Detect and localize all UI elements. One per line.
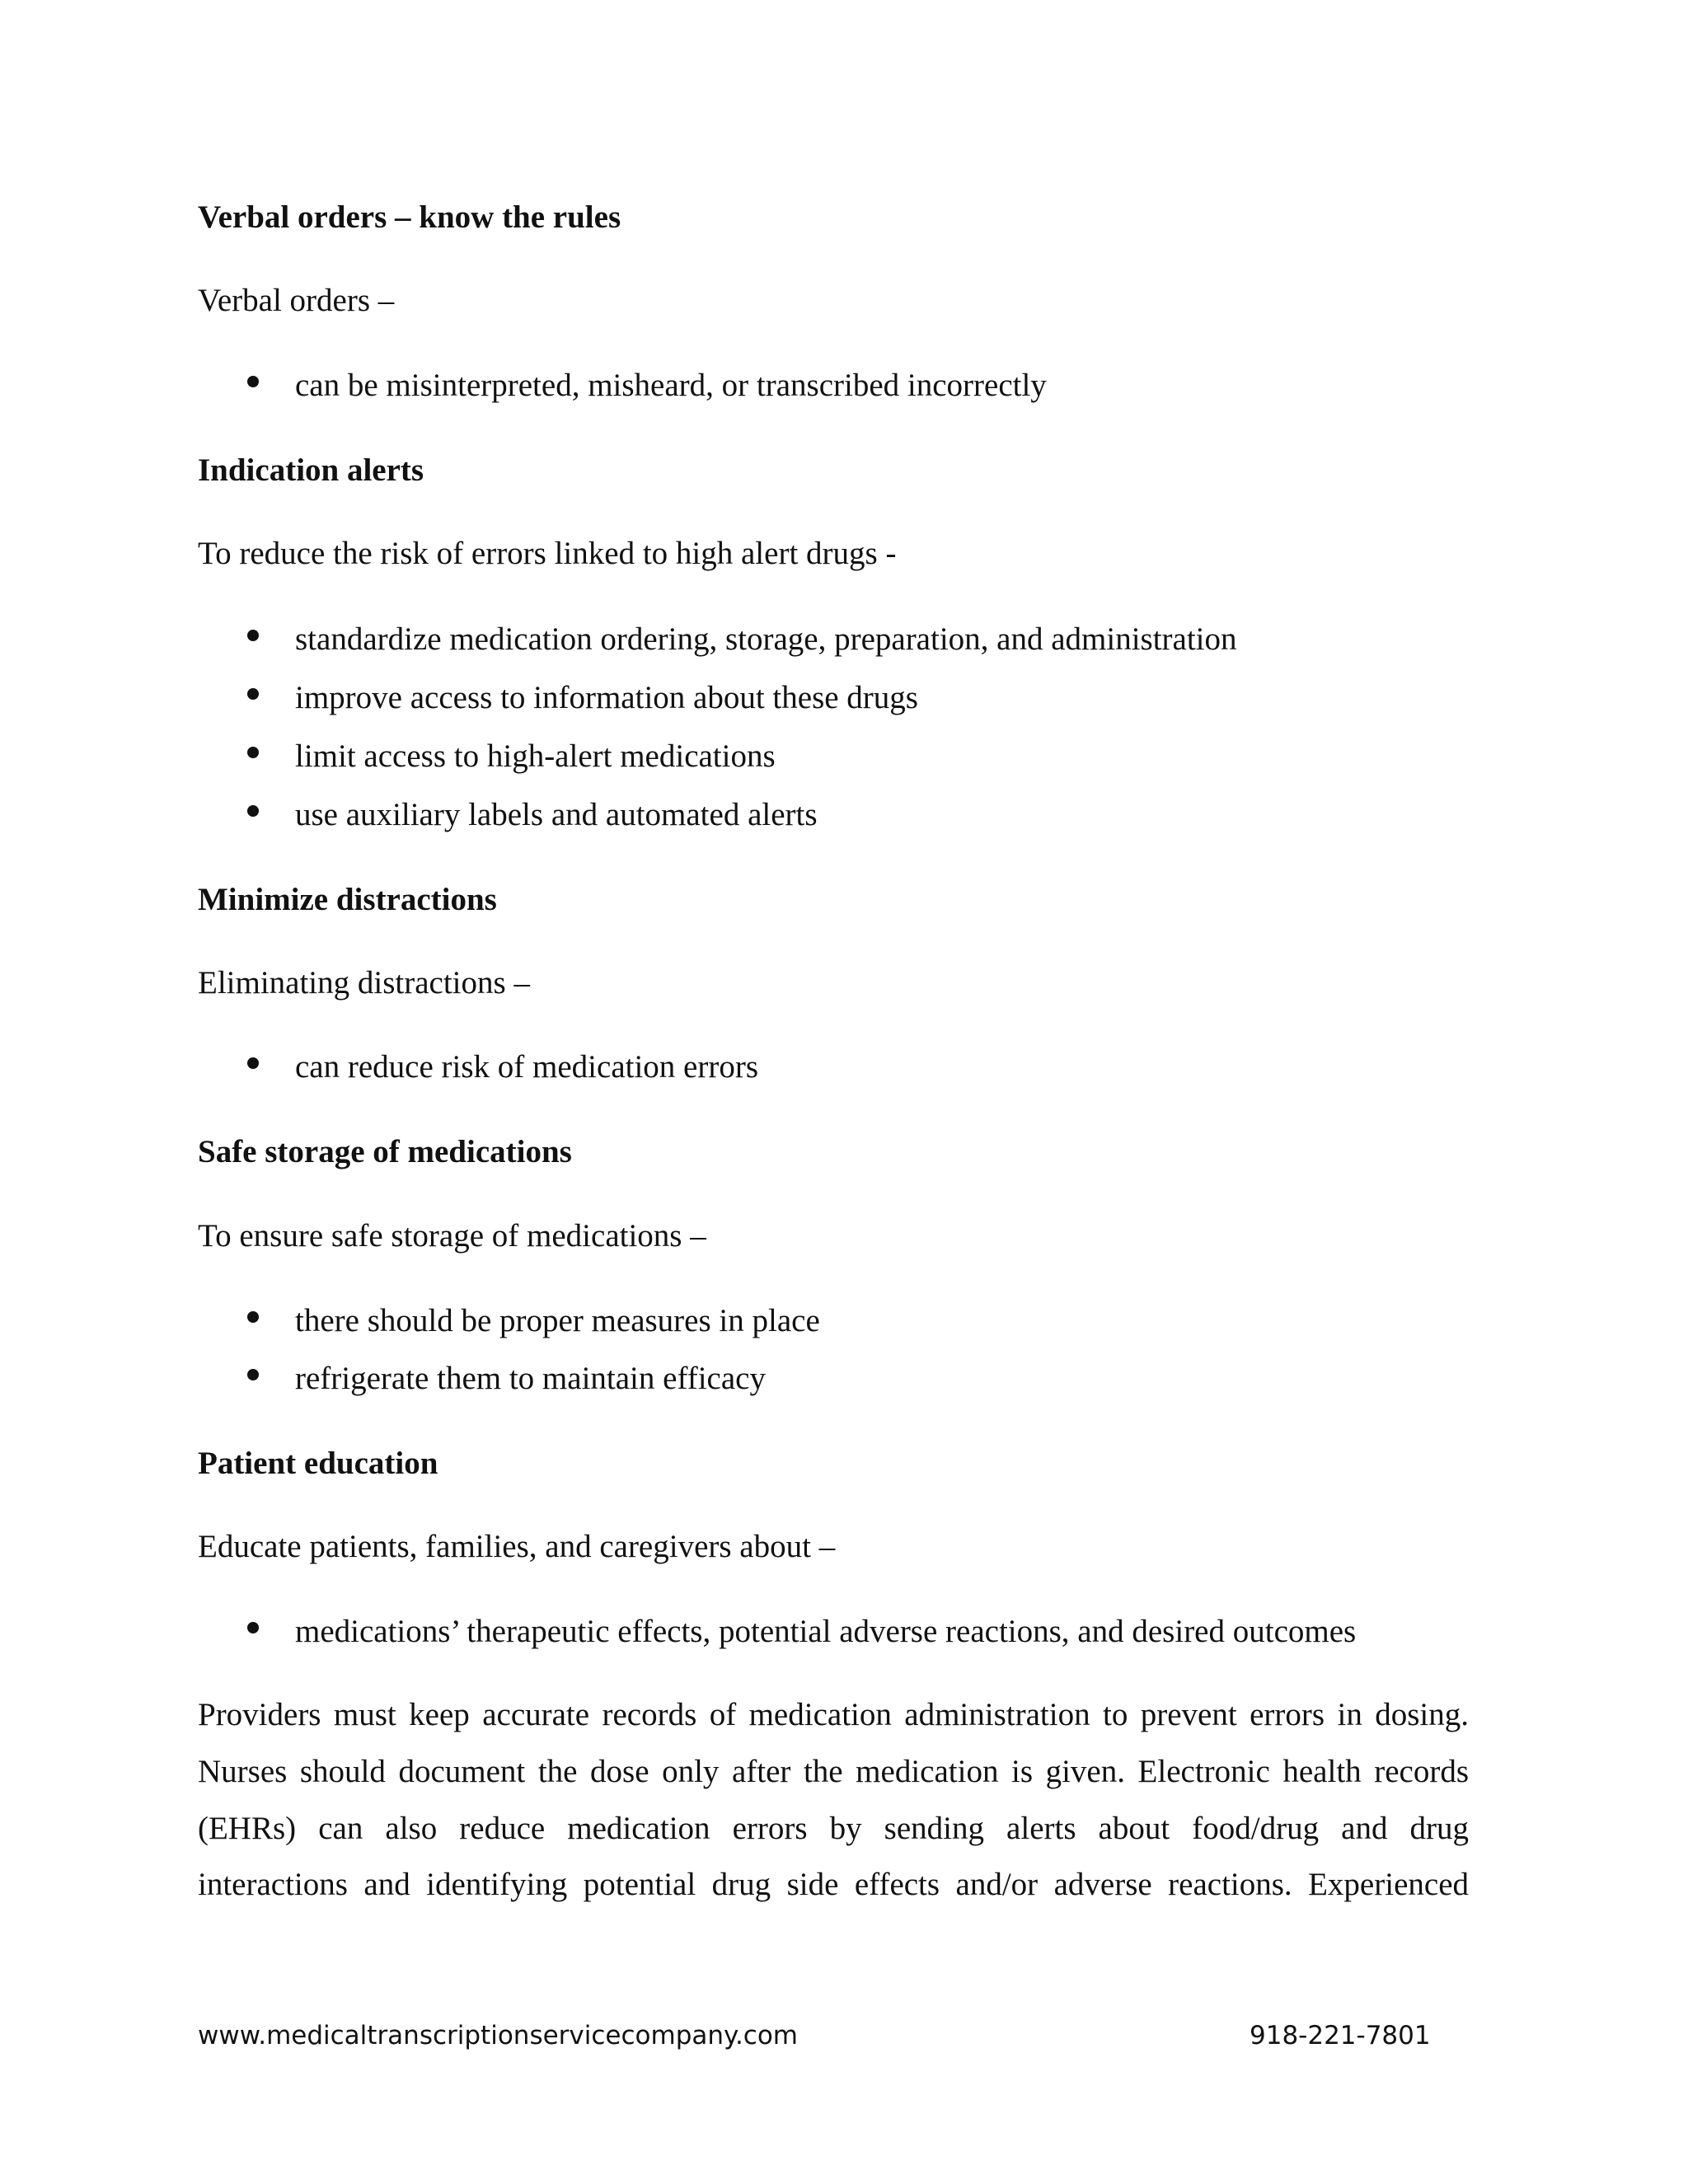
- paragraph-line: Nurses should document the dose only after the medication is given. Electronic health records: [198, 1754, 1469, 1789]
- section-intro-patient-education: Educate patients, families, and caregivers about –: [198, 1529, 836, 1564]
- footer-phone-number: 918-221-7801: [1250, 2021, 1431, 2050]
- section-intro-indication-alerts: To reduce the risk of errors linked to high alert drugs -: [198, 536, 897, 571]
- section-heading-verbal-orders: Verbal orders – know the rules: [198, 199, 621, 235]
- section-intro-minimize-distractions: Eliminating distractions –: [198, 965, 530, 1001]
- list-item-text: can be misinterpreted, misheard, or transcribed incorrectly: [295, 368, 1047, 403]
- paragraph-line: (EHRs) can also reduce medication errors by sending alerts about food/drug and drug: [198, 1811, 1469, 1846]
- bullet-icon: [247, 1057, 259, 1069]
- bullet-icon: [247, 688, 259, 700]
- section-heading-indication-alerts: Indication alerts: [198, 452, 424, 488]
- bullet-icon: [247, 630, 259, 641]
- bullet-icon: [247, 1622, 259, 1633]
- section-intro-verbal-orders: Verbal orders –: [198, 283, 395, 318]
- list-item-text: limit access to high-alert medications: [295, 738, 776, 774]
- list-item-text: improve access to information about these drugs: [295, 680, 918, 715]
- section-heading-safe-storage: Safe storage of medications: [198, 1134, 572, 1169]
- bullet-icon: [247, 747, 259, 758]
- bullet-icon: [247, 805, 259, 817]
- section-heading-minimize-distractions: Minimize distractions: [198, 882, 497, 917]
- paragraph-line: interactions and identifying potential drug side effects and/or adverse reactions. Experienced: [198, 1867, 1469, 1902]
- list-item-text: refrigerate them to maintain efficacy: [295, 1361, 766, 1396]
- section-heading-patient-education: Patient education: [198, 1446, 438, 1481]
- list-item-text: medications’ therapeutic effects, potential adverse reactions, and desired outcomes: [295, 1614, 1357, 1649]
- list-item-text: there should be proper measures in place: [295, 1303, 820, 1338]
- list-item-text: can reduce risk of medication errors: [295, 1049, 758, 1085]
- section-intro-safe-storage: To ensure safe storage of medications –: [198, 1218, 706, 1254]
- bullet-icon: [247, 1369, 259, 1380]
- footer-website-url: www.medicaltranscriptionservicecompany.com: [198, 2021, 799, 2050]
- bullet-icon: [247, 1311, 259, 1323]
- bullet-icon: [247, 376, 259, 387]
- list-item-text: use auxiliary labels and automated alerts: [295, 797, 818, 832]
- list-item-text: standardize medication ordering, storage, preparation, and administration: [295, 621, 1237, 657]
- paragraph-line: Providers must keep accurate records of medication administration to prevent errors in dosing.: [198, 1697, 1469, 1732]
